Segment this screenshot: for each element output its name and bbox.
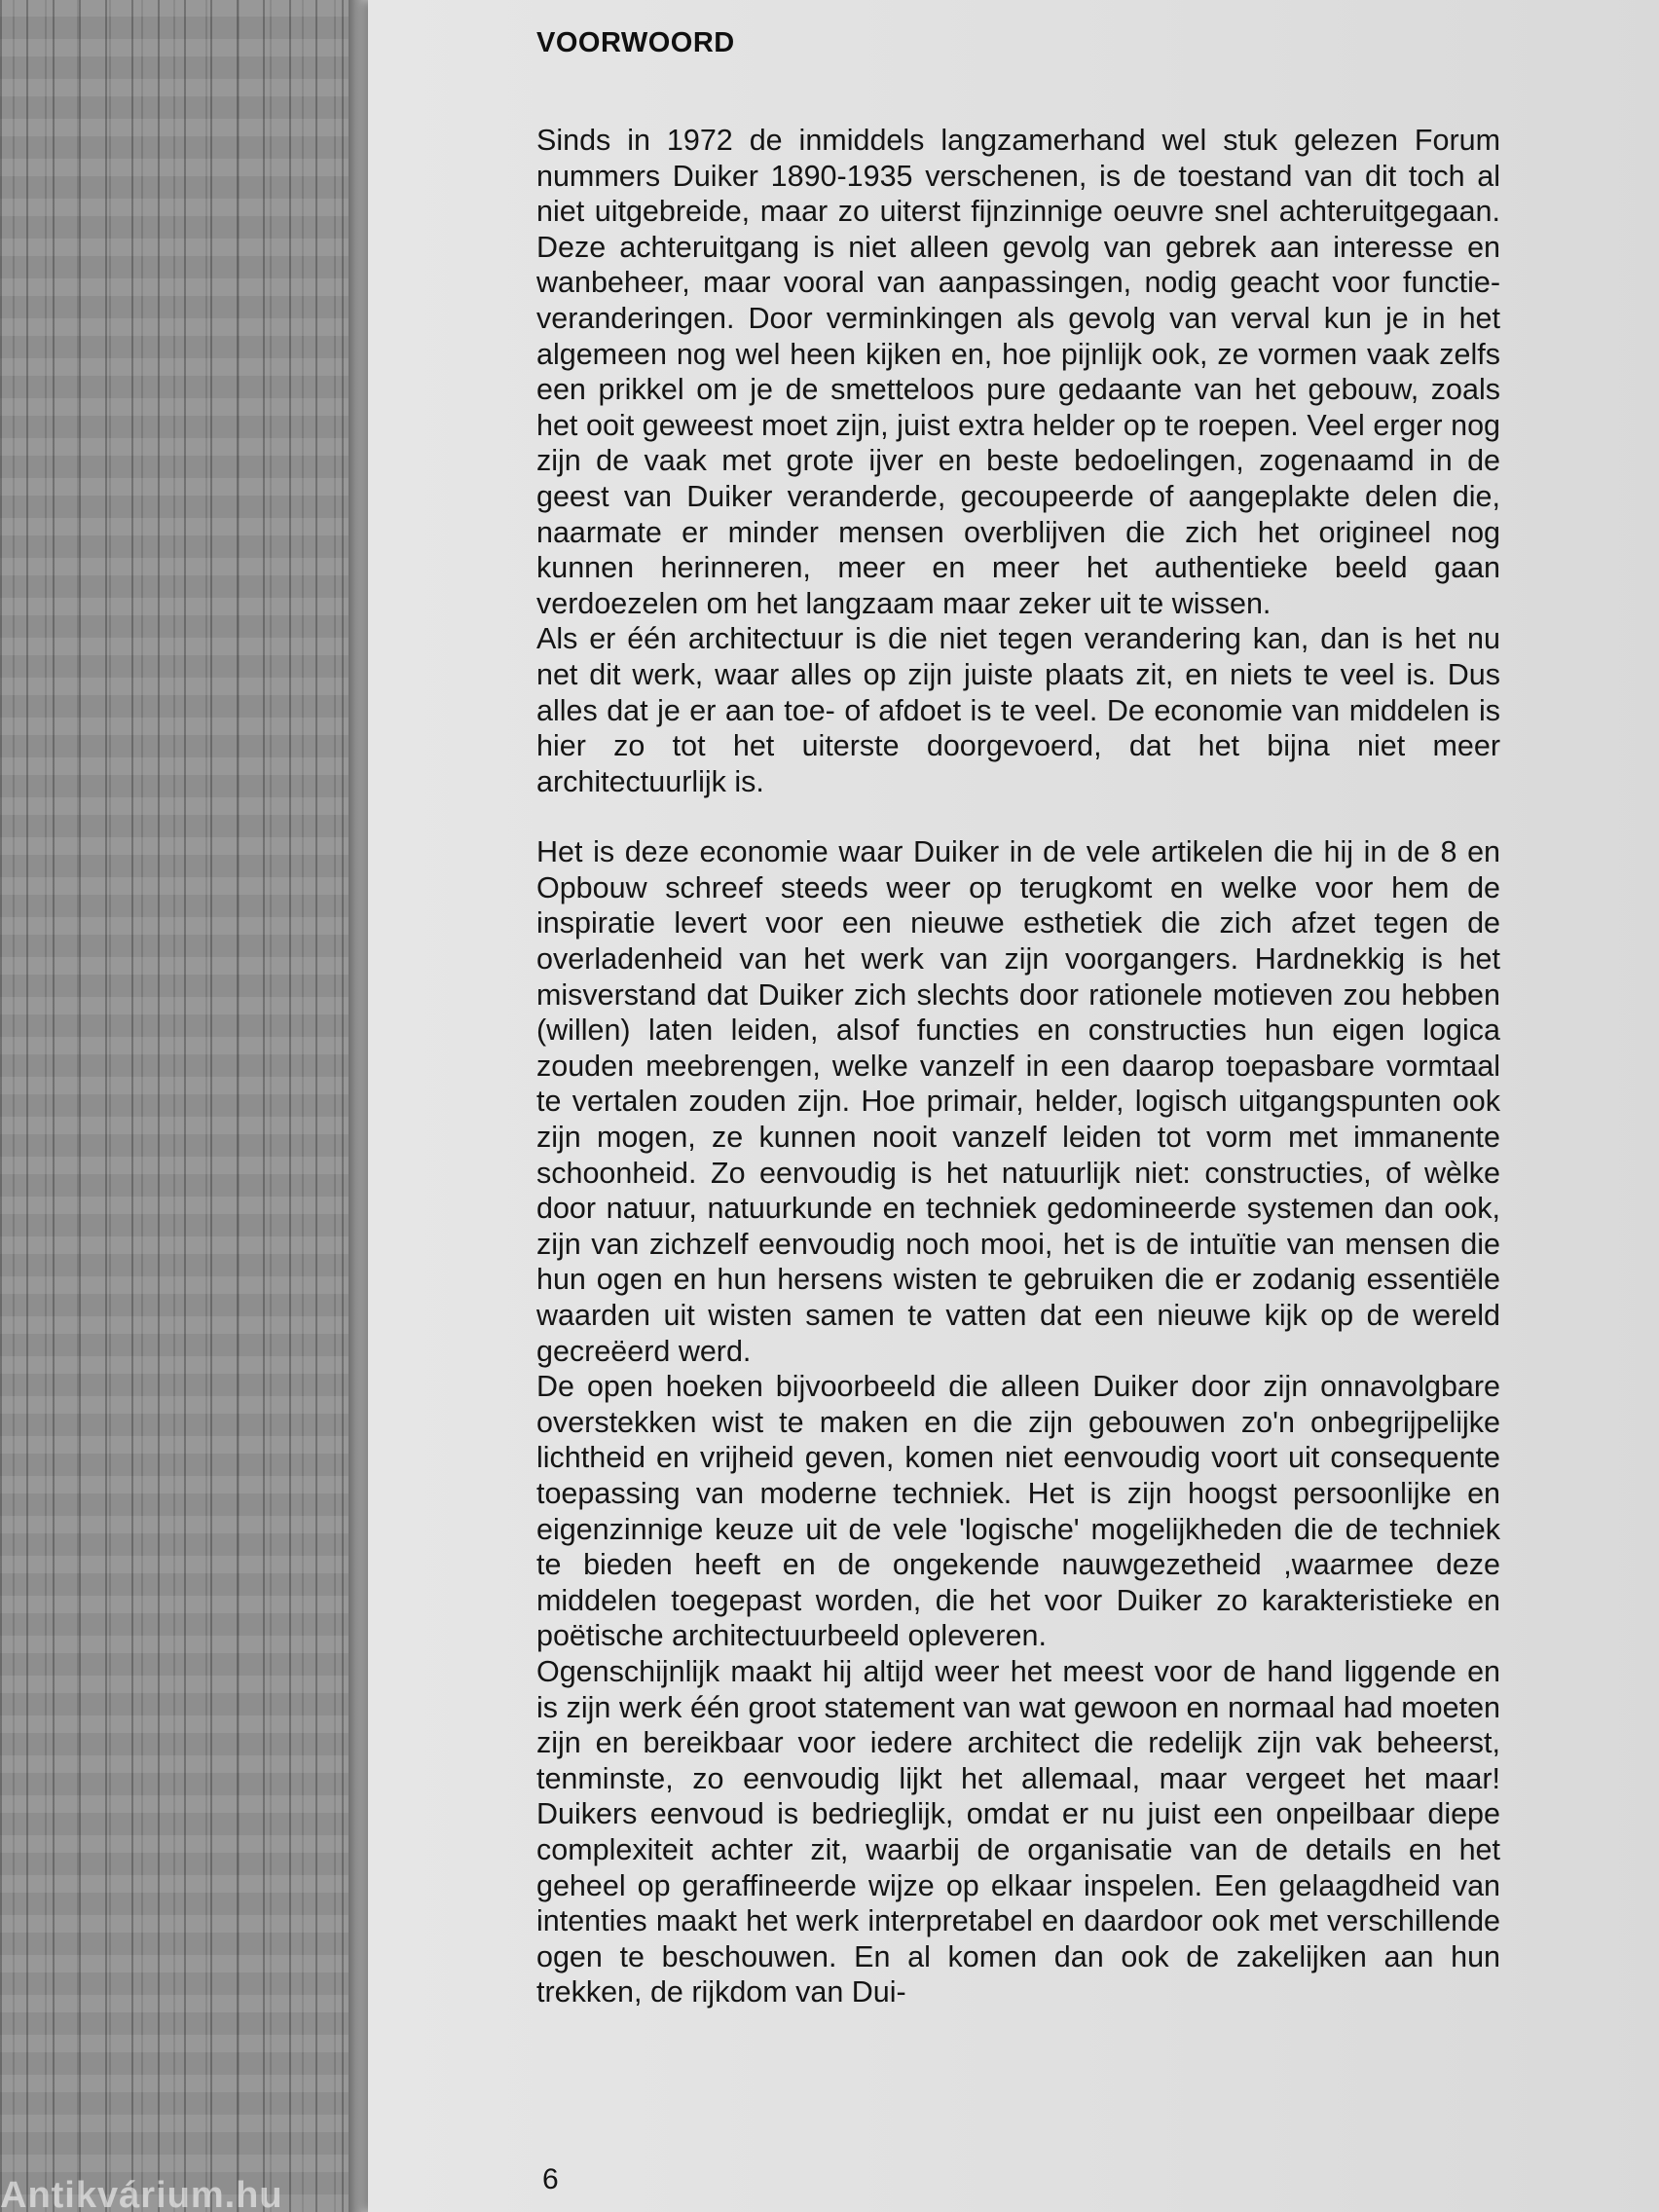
body-text (536, 123, 1500, 2010)
page-number: 6 (542, 2163, 559, 2195)
paragraph-5: Ogenschijnlijk maakt hij altijd weer het meest voor de hand liggende en is zijn werk één groot statement van wat gewoon en normaal had moeten zijn en bereikbaar voor iedere architect die redelijk zijn vak beheerst, tenminste, zo eenvoudig lijkt het allemaal, maar vergeet het maar! Duikers eenvoud is bedrieglijk, omdat er nu juist een onpeilbaar diepe complexiteit achter zit, waarbij de organisatie van de details en het geheel op geraffineerde wijze op elkaar inspelen. Een gelaagdheid van intenties maakt het werk interpretabel en daardoor ook met verschillende ogen te beschouwen. En al komen dan ook de zakelijken aan hun trekken, de rijkdom van Dui- (536, 1654, 1500, 2009)
paragraph-1: Sinds in 1972 de inmiddels langzamerhand wel stuk gelezen Forum nummers Duiker 1890-1935 verschenen, is de toestand van dit toch al niet uitgebreide, maar zo uiterst fijnzinnige oeuvre snel achteruitgegaan. Deze achteruitgang is niet alleen gevolg van gebrek aan interesse en wanbeheer, maar vooral van aanpassingen, nodig geacht voor functie-veranderingen. Door verminkingen als gevolg van verval kun je in het algemeen nog wel heen kijken en, hoe pijnlijk ook, ze vormen vaak zelfs een prikkel om je de smetteloos pure gedaante van het gebouw, zoals het ooit geweest moet zijn, juist extra helder op te roepen. Veel erger nog zijn de vaak met grote ijver en beste bedoelingen, zogenaamd in de geest van Duiker veranderde, gecoupeerde of aangeplakte delen die, naarmate er minder mensen overblijven die zich het origineel nog kunnen herinneren, meer en meer het authentieke beeld gaan verdoezelen om het langzaam maar zeker uit te wissen. (536, 124, 1500, 620)
paragraph-2: Als er één architectuur is die niet tegen verandering kan, dan is het nu net dit werk, waar alles op zijn juiste plaats zit, en niets te veel is. Dus alles dat je er aan toe- of afdoet is te veel. De economie van middelen is hier zo tot het uiterste doorgevoerd, dat het bijna niet meer architectuurlijk is. (536, 622, 1500, 798)
paragraph-4: De open hoeken bijvoorbeeld die alleen Duiker door zijn onnavolgbare overstekken wist te maken en die zijn gebouwen zo'n onbegrijpelijke lichtheid en vrijheid geven, komen niet eenvoudig voort uit consequente toepassing van moderne techniek. Het is zijn hoogst persoonlijke en eigenzinnige keuze uit de vele 'logische' mogelijkheden die de techniek te bieden heeft en de ongekende nauwgezetheid ,waarmee deze middelen toegepast worden, die het voor Duiker zo karakteristieke en poëtische architectuurbeeld opleveren. (536, 1370, 1500, 1653)
paragraph-3: Het is deze economie waar Duiker in de vele artikelen die hij in de 8 en Opbouw schreef steeds weer op terugkomt en welke voor hem de inspiratie levert voor een nieuwe esthetiek die zich afzet tegen de overladenheid van het werk van zijn voorgangers. Hardnekkig is het misverstand dat Duiker zich slechts door rationele motieven zou hebben (willen) laten leiden, alsof functies en constructies hun eigen logica zouden meebrengen, welke vanzelf in een daarop toepasbare vormtaal te vertalen zouden zijn. Hoe primair, helder, logisch uitgangspunten ook zijn mogen, ze kunnen nooit vanzelf leiden tot vorm met immanente schoonheid. Zo eenvoudig is het natuurlijk niet: constructies, of wèlke door natuur, natuurkunde en techniek gedomineerde systemen dan ook, zijn van zichzelf eenvoudig noch mooi, het is de intuïtie van mensen die hun ogen en hun hersens wisten te gebruiken die er zodanig essentiële waarden uit wisten samen te vatten dat een nieuwe kijk op de wereld gecreëerd werd. (536, 835, 1500, 1368)
watermark-text: Antikvárium.hu (0, 2179, 283, 2212)
book-cover-texture (0, 0, 362, 2212)
page-heading: VOORWOORD (536, 27, 735, 58)
